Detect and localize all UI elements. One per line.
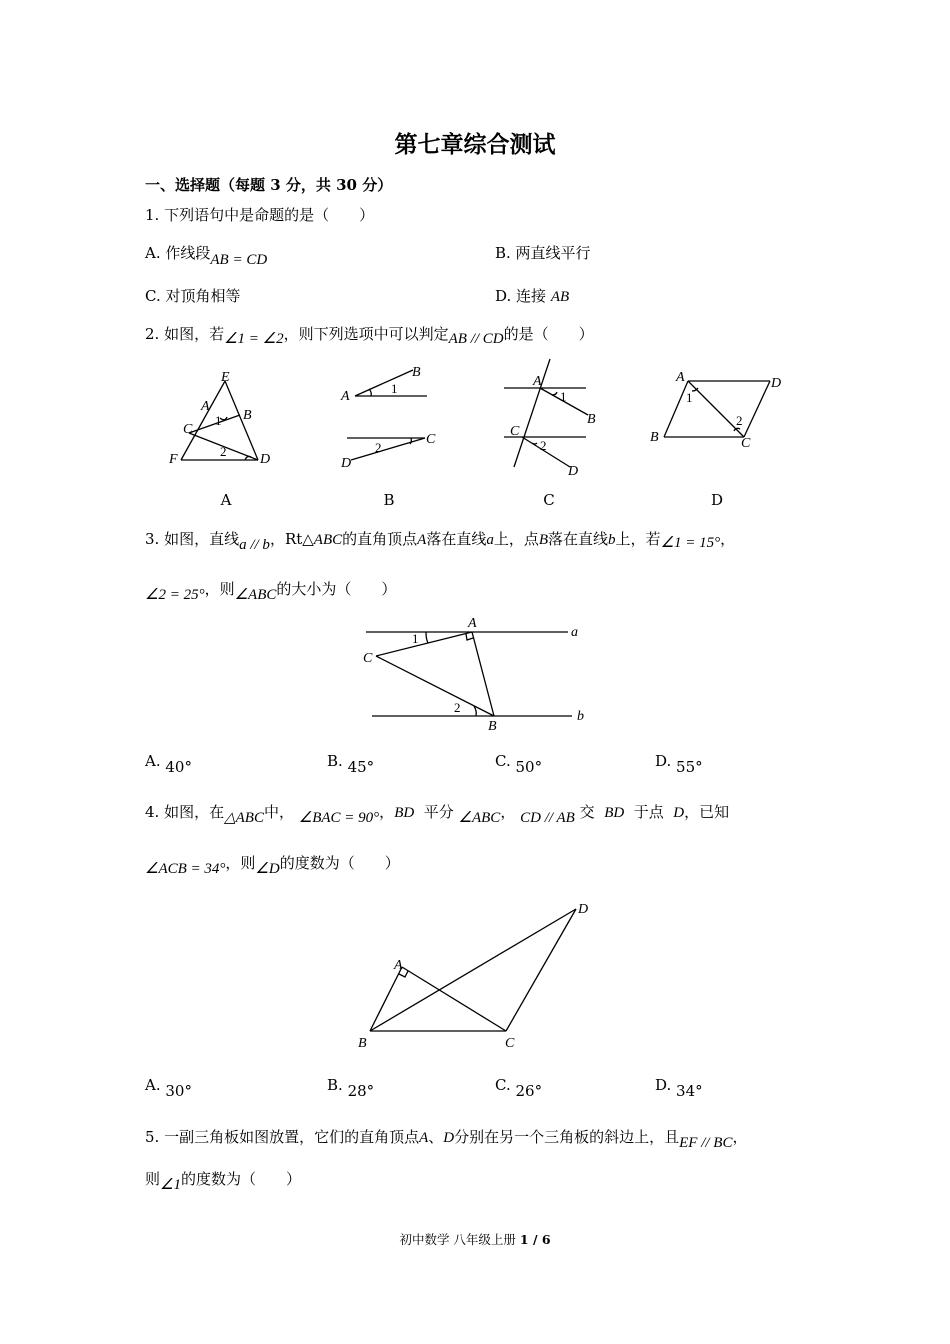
q4-l1-0: 4. 如图，在 bbox=[145, 803, 225, 821]
footer-page-number: 1 / 6 bbox=[519, 1232, 551, 1247]
fig-d-label-c: C bbox=[741, 436, 751, 451]
q4-l1-8: ， bbox=[500, 803, 516, 821]
q2-caption-c: C bbox=[543, 491, 555, 509]
q4-option-c bbox=[495, 1076, 543, 1100]
q3-option-b bbox=[327, 752, 375, 776]
q4-l1-1: △ABC bbox=[224, 810, 264, 826]
q3-l1-m6: b bbox=[608, 532, 616, 548]
q5-l2-a: 则 bbox=[145, 1170, 161, 1188]
q3-fig-label-2: 2 bbox=[454, 700, 461, 715]
q3-l1-m1: a // b bbox=[239, 537, 270, 553]
fig-b-label-b: B bbox=[412, 365, 421, 380]
q1-option-d bbox=[495, 285, 569, 306]
fig-d-label-a: A bbox=[676, 370, 685, 385]
q2-caption-b: B bbox=[383, 491, 395, 509]
q4-l1-2: 中， bbox=[263, 803, 294, 821]
q5-l1-c: 分别在另一个三角板的斜边上，且 bbox=[454, 1128, 680, 1146]
fig-a-label-e: E bbox=[221, 370, 230, 385]
fig-c-label-d: D bbox=[568, 464, 579, 479]
fig-a-label-f: F bbox=[169, 452, 178, 467]
q2-caption-a: A bbox=[220, 491, 232, 509]
q3-option-c bbox=[495, 752, 543, 776]
q2-stem-pre: 2. 如图，若 bbox=[145, 325, 225, 343]
fig-c-label-b: B bbox=[587, 412, 596, 427]
fig-a-label-d: D bbox=[260, 452, 271, 467]
question-3-stem-line2 bbox=[145, 578, 397, 603]
q2-figure-d bbox=[648, 365, 793, 475]
page-footer bbox=[0, 1230, 950, 1248]
q4-opt-c-value: 26° bbox=[515, 1082, 543, 1100]
q4-opt-d-label: D. bbox=[655, 1076, 672, 1094]
q5-l2-b: 的度数为（ ） bbox=[180, 1170, 301, 1188]
footer-text: 初中数学 八年级上册 bbox=[399, 1232, 520, 1247]
q1-option-d-math: AB bbox=[550, 289, 570, 305]
q3-opt-d-value: 55° bbox=[676, 758, 703, 776]
q1-option-a-math: AB = CD bbox=[210, 252, 268, 268]
question-1-stem: 1. 下列语句中是命题的是（ ） bbox=[145, 206, 375, 224]
q3-opt-b-label: B. bbox=[327, 752, 343, 770]
q4-opt-a-label: A. bbox=[145, 1076, 161, 1094]
fig-d-label-2: 2 bbox=[736, 413, 743, 428]
q3-l2-b: 的大小为（ ） bbox=[276, 580, 397, 598]
q3-opt-a-value: 40° bbox=[165, 758, 192, 776]
q3-fig-label-1: 1 bbox=[412, 631, 419, 646]
fig-d-label-1: 1 bbox=[686, 390, 693, 405]
q1-option-c: C. 对顶角相等 bbox=[145, 287, 241, 305]
q1-option-b: B. 两直线平行 bbox=[495, 244, 591, 262]
q4-fig-label-a: A bbox=[394, 958, 403, 973]
q4-l1-3: ∠BAC = 90° bbox=[298, 810, 380, 826]
q3-fig-label-line-b: b bbox=[577, 709, 584, 724]
q3-opt-b-value: 45° bbox=[347, 758, 375, 776]
q3-option-d bbox=[655, 752, 703, 776]
q4-option-b bbox=[327, 1076, 375, 1100]
q2-figure-c bbox=[500, 355, 610, 480]
q4-l1-10: 交 bbox=[579, 803, 595, 821]
q2-figure-a bbox=[165, 365, 280, 475]
q3-l1-m5: B bbox=[538, 532, 549, 548]
fig-c-label-1: 1 bbox=[560, 389, 567, 404]
q3-l1-d: 落在直线 bbox=[426, 530, 487, 548]
q5-l1-m1: A bbox=[419, 1130, 429, 1146]
q3-l1-m7: ∠1 = 15° bbox=[660, 535, 721, 551]
question-5-stem-line2 bbox=[145, 1168, 301, 1193]
fig-b-label-c: C bbox=[426, 432, 436, 447]
q2-figure-b bbox=[335, 360, 450, 475]
q3-l2-a: ，则 bbox=[204, 580, 235, 598]
q4-opt-c-label: C. bbox=[495, 1076, 511, 1094]
q4-option-d bbox=[655, 1076, 703, 1100]
page-title: 第七章综合测试 bbox=[394, 131, 556, 158]
fig-b-label-1: 1 bbox=[391, 381, 398, 396]
q4-l2-m1: ∠ACB = 34° bbox=[145, 861, 226, 877]
q4-l2-a: ，则 bbox=[225, 854, 256, 872]
fig-d-label-b: B bbox=[650, 430, 659, 445]
q3-figure bbox=[360, 612, 600, 737]
q1-option-d-prefix: D. 连接 bbox=[495, 287, 547, 305]
q3-fig-label-a-vertex: A bbox=[468, 616, 477, 631]
section-heading: 一、选择题（每题 3 分，共 30 分） bbox=[145, 176, 393, 194]
q4-fig-label-b: B bbox=[358, 1036, 367, 1051]
fig-a-label-1: 1 bbox=[215, 413, 222, 428]
q3-l2-m1: ∠2 = 25° bbox=[145, 587, 205, 603]
q3-l1-m3: A bbox=[417, 532, 427, 548]
question-4-stem-line1 bbox=[145, 801, 730, 826]
fig-b-label-d: D bbox=[341, 456, 352, 471]
q3-opt-d-label: D. bbox=[655, 752, 672, 770]
q5-l1-d: ， bbox=[732, 1128, 748, 1146]
q3-l1-g: 上，若 bbox=[615, 530, 661, 548]
q5-l2-m1: ∠1 bbox=[160, 1177, 181, 1193]
q4-opt-d-value: 34° bbox=[676, 1082, 703, 1100]
question-3-stem-line1 bbox=[145, 528, 736, 553]
question-5-stem-line1 bbox=[145, 1126, 748, 1151]
q1-option-a bbox=[145, 242, 268, 268]
q3-opt-c-value: 50° bbox=[515, 758, 543, 776]
question-2-stem bbox=[145, 323, 594, 347]
q3-option-a bbox=[145, 752, 192, 776]
fig-c-label-2: 2 bbox=[540, 438, 547, 453]
q3-l2-m2: ∠ABC bbox=[234, 587, 277, 603]
q2-stem-math1: ∠1 = ∠2 bbox=[224, 331, 284, 347]
fig-b-label-2: 2 bbox=[375, 440, 382, 455]
question-4-stem-line2 bbox=[145, 852, 400, 877]
q3-l1-f: 落在直线 bbox=[548, 530, 609, 548]
fig-a-label-b: B bbox=[243, 408, 252, 423]
q4-l2-m2: ∠D bbox=[255, 861, 280, 877]
q4-l2-b: 的度数为（ ） bbox=[279, 854, 400, 872]
fig-a-label-c: C bbox=[183, 422, 193, 437]
q5-l1-b: 、 bbox=[428, 1128, 444, 1146]
q4-opt-b-label: B. bbox=[327, 1076, 343, 1094]
q3-l1-c: 的直角顶点 bbox=[342, 530, 418, 548]
q2-stem-post: 的是（ ） bbox=[503, 325, 594, 343]
q4-l1-12: 于点 bbox=[633, 803, 664, 821]
q4-l1-13: D bbox=[673, 805, 685, 821]
q4-l1-7: ∠ABC bbox=[458, 810, 501, 826]
q3-fig-label-b-vertex: B bbox=[488, 719, 497, 734]
q3-l1-e: 上，点 bbox=[493, 530, 539, 548]
q3-l1-m4: a bbox=[486, 532, 494, 548]
q4-fig-label-d: D bbox=[578, 902, 589, 917]
fig-a-label-2: 2 bbox=[220, 444, 227, 459]
q2-stem-mid: ，则下列选项中可以判定 bbox=[283, 325, 449, 343]
q4-l1-14: ，已知 bbox=[684, 803, 730, 821]
q3-l1-m2: ABC bbox=[313, 532, 343, 548]
q3-l1-a: 3. 如图，直线 bbox=[145, 530, 240, 548]
q3-l1-b: ，Rt△ bbox=[269, 530, 314, 548]
fig-c-label-a: A bbox=[533, 374, 542, 389]
q4-option-a bbox=[145, 1076, 192, 1100]
q2-stem-math2: AB // CD bbox=[448, 331, 504, 347]
fig-c-label-c: C bbox=[510, 424, 520, 439]
q4-opt-b-value: 28° bbox=[347, 1082, 375, 1100]
q5-l1-m3: EF // BC bbox=[679, 1135, 733, 1151]
q2-caption-d: D bbox=[710, 491, 724, 509]
q3-fig-label-line-a: a bbox=[571, 625, 578, 640]
q1-option-a-prefix: A. 作线段 bbox=[145, 244, 211, 262]
q3-fig-label-c: C bbox=[363, 651, 373, 666]
q3-opt-a-label: A. bbox=[145, 752, 161, 770]
fig-b-label-a: A bbox=[341, 389, 350, 404]
q5-l1-a: 5. 一副三角板如图放置，它们的直角顶点 bbox=[145, 1128, 420, 1146]
q4-l1-6: 平分 bbox=[423, 803, 454, 821]
q3-l1-h: ， bbox=[720, 530, 736, 548]
q3-opt-c-label: C. bbox=[495, 752, 511, 770]
fig-d-label-d: D bbox=[771, 376, 782, 391]
q4-figure bbox=[352, 895, 602, 1055]
q4-l1-4: ， bbox=[379, 803, 395, 821]
q4-fig-label-c: C bbox=[505, 1036, 515, 1051]
fig-a-label-a: A bbox=[201, 399, 210, 414]
q4-l1-5: BD bbox=[394, 805, 415, 821]
q4-opt-a-value: 30° bbox=[165, 1082, 192, 1100]
q4-l1-11: BD bbox=[604, 805, 625, 821]
q4-l1-9: CD // AB bbox=[520, 810, 575, 826]
q5-l1-m2: D bbox=[443, 1130, 455, 1146]
